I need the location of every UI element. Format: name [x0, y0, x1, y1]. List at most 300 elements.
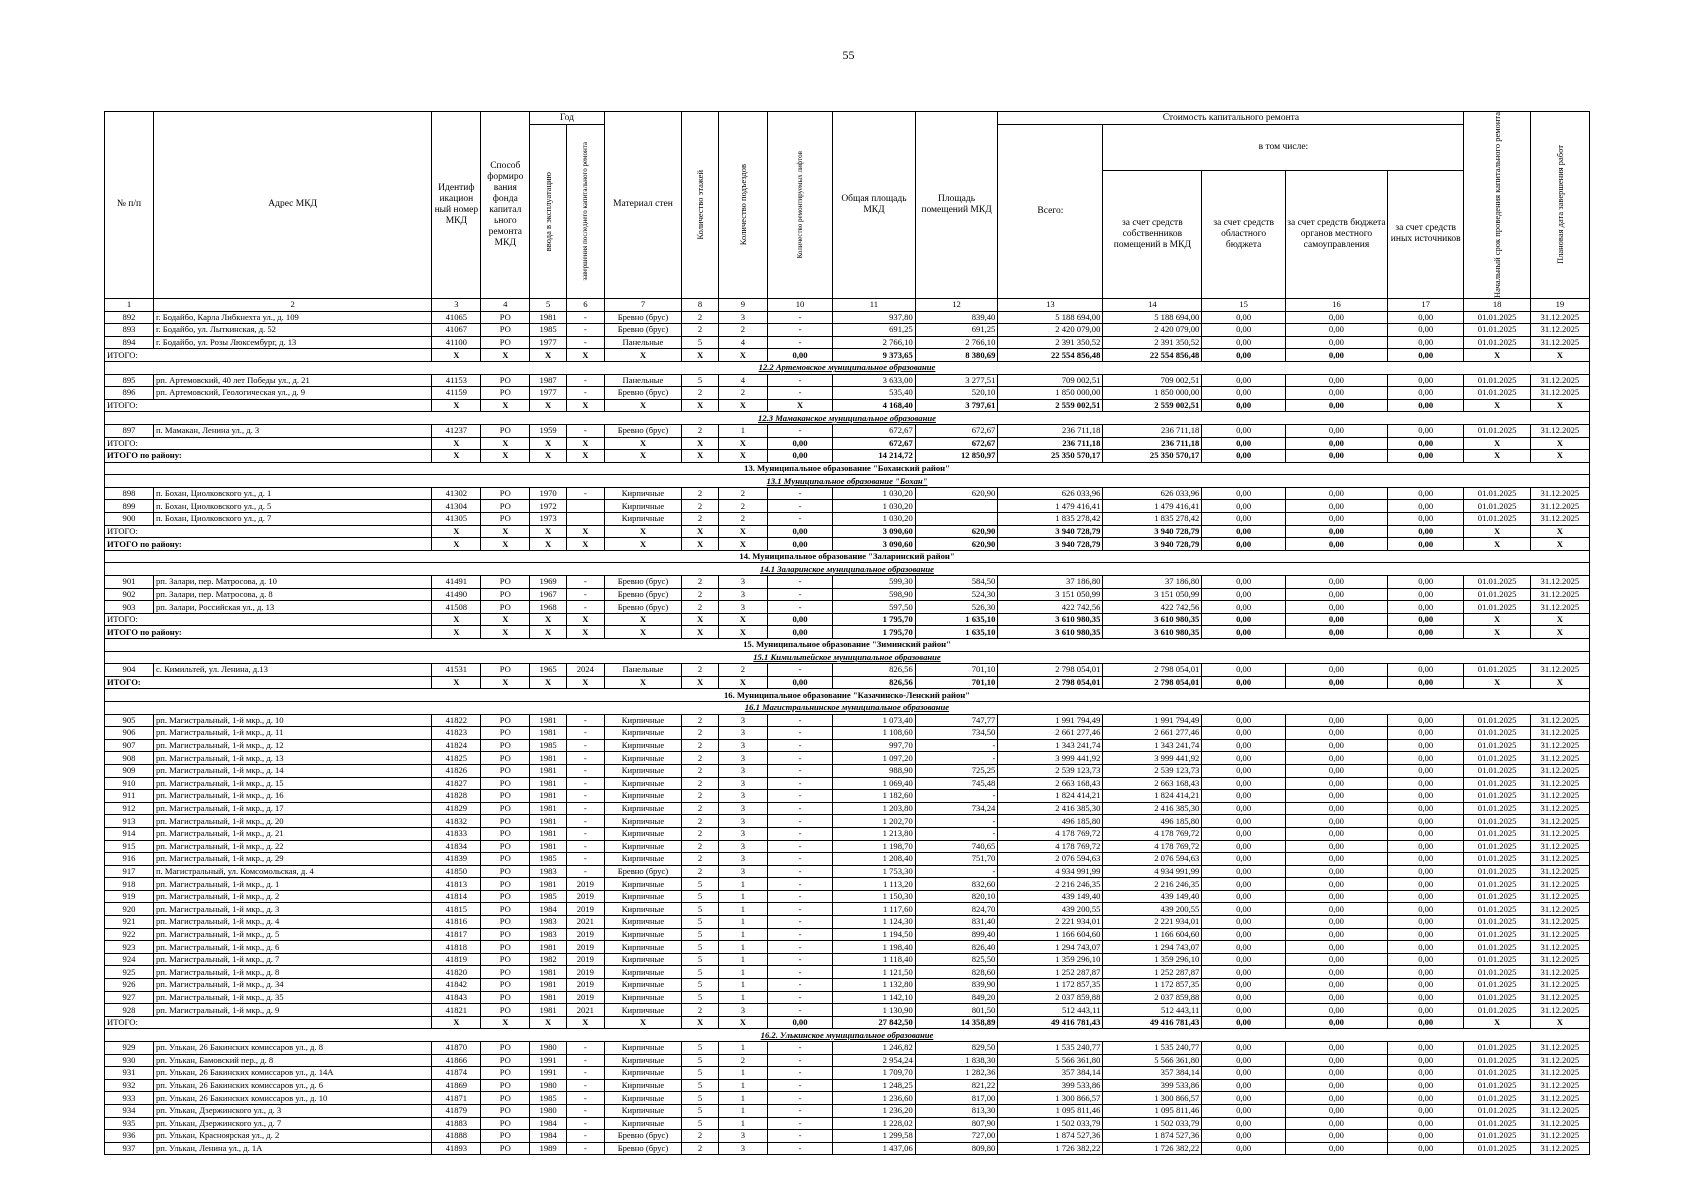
- table-cell: 5: [682, 953, 719, 966]
- table-cell: 1: [718, 1117, 767, 1130]
- table-row: [105, 802, 1590, 815]
- total-cell: X: [1464, 437, 1530, 450]
- table-row: [105, 865, 1590, 878]
- table-cell: 4 934 991,99: [1103, 865, 1202, 878]
- table-cell: 2 798 054,01: [1103, 664, 1202, 677]
- header-incl: в том числе:: [1103, 125, 1464, 171]
- table-cell: 1 709,70: [833, 1067, 916, 1080]
- table-row: [105, 790, 1590, 803]
- table-cell: 901: [105, 576, 154, 589]
- table-cell: 1977: [530, 387, 567, 400]
- header-year-entry-text: ввода в эксплуатацию: [543, 171, 554, 252]
- total-label: ИТОГО:: [105, 437, 432, 450]
- table-cell: РО: [481, 1117, 530, 1130]
- table-cell: РО: [481, 487, 530, 500]
- table-cell: Бревно (брус): [604, 1130, 682, 1143]
- table-cell: 1 073,40: [833, 714, 916, 727]
- table-cell: -: [566, 865, 604, 878]
- table-cell: 1981: [530, 827, 567, 840]
- table-cell: 898: [105, 487, 154, 500]
- table-row: [105, 1130, 1590, 1143]
- table-cell: 0,00: [1202, 802, 1286, 815]
- total-cell: X: [1464, 1016, 1530, 1029]
- table-cell: 01.01.2025: [1464, 1092, 1530, 1105]
- table-cell: 1980: [530, 1042, 567, 1055]
- subsection-header-row: [105, 412, 1590, 425]
- total-cell: 0,00: [1285, 626, 1387, 639]
- table-cell: 0,00: [1202, 827, 1286, 840]
- total-cell: 236 711,18: [1103, 437, 1202, 450]
- table-cell: рп. Улькан, Дзержинского ул., д. 7: [153, 1117, 431, 1130]
- table-cell: 1 535 240,77: [998, 1042, 1103, 1055]
- table-cell: 3: [718, 777, 767, 790]
- table-cell: 1981: [530, 840, 567, 853]
- table-cell: 1 095 811,46: [1103, 1104, 1202, 1117]
- table-cell: 916: [105, 853, 154, 866]
- table-cell: 41490: [432, 588, 481, 601]
- table-row: [105, 727, 1590, 740]
- table-cell: 2 216 246,35: [1103, 878, 1202, 891]
- table-cell: 1 198,40: [833, 941, 916, 954]
- table-cell: 0,00: [1387, 576, 1464, 589]
- table-cell: 1 343 241,74: [998, 739, 1103, 752]
- table-cell: 0,00: [1285, 576, 1387, 589]
- table-cell: Кирпичные: [604, 513, 682, 526]
- table-cell: п. Магистральный, ул. Комсомольская, д. 4: [153, 865, 431, 878]
- section-title: 14. Муниципальное образование "Заларинский район": [105, 550, 1590, 563]
- table-row: [105, 739, 1590, 752]
- table-cell: -: [915, 752, 998, 765]
- table-cell: 0,00: [1202, 500, 1286, 513]
- table-cell: 919: [105, 890, 154, 903]
- table-row: [105, 424, 1590, 437]
- table-cell: 1: [718, 1042, 767, 1055]
- table-cell: 932: [105, 1079, 154, 1092]
- table-cell: -: [767, 1092, 832, 1105]
- table-row: [105, 387, 1590, 400]
- table-cell: Бревно (брус): [604, 576, 682, 589]
- table-cell: 1 117,60: [833, 903, 916, 916]
- table-cell: 921: [105, 916, 154, 929]
- table-cell: -: [566, 727, 604, 740]
- table-cell: 1982: [530, 953, 567, 966]
- section-header-row: [105, 550, 1590, 563]
- table-cell: 41065: [432, 311, 481, 324]
- table-cell: -: [566, 714, 604, 727]
- table-cell: 31.12.2025: [1530, 853, 1589, 866]
- table-cell: 691,25: [833, 324, 916, 337]
- table-cell: -: [767, 979, 832, 992]
- column-number: 8: [682, 298, 719, 311]
- table-cell: 1984: [530, 1117, 567, 1130]
- header-lifts-text: Количество ремонтируемых лифтов: [796, 151, 804, 259]
- total-cell: 25 350 570,17: [998, 450, 1103, 463]
- header-year-group: Год: [530, 112, 604, 125]
- table-cell: 1 142,10: [833, 991, 916, 1004]
- total-cell: 0,00: [1285, 399, 1387, 412]
- table-cell: 1 121,50: [833, 966, 916, 979]
- table-cell: рп. Залари, Российская ул., д. 13: [153, 601, 431, 614]
- table-cell: 0,00: [1202, 336, 1286, 349]
- table-cell: РО: [481, 336, 530, 349]
- table-row: [105, 903, 1590, 916]
- table-cell: 0,00: [1387, 979, 1464, 992]
- table-cell: 31.12.2025: [1530, 1054, 1589, 1067]
- table-row: [105, 991, 1590, 1004]
- table-cell: -: [566, 324, 604, 337]
- total-cell: X: [481, 676, 530, 689]
- table-cell: 0,00: [1387, 387, 1464, 400]
- header-start-text: Начальный срок проведения капитального ремонта: [1492, 112, 1503, 298]
- total-cell: 14 358,89: [915, 1016, 998, 1029]
- table-cell: 31.12.2025: [1530, 576, 1589, 589]
- table-cell: 520,10: [915, 387, 998, 400]
- table-cell: 3: [718, 1004, 767, 1017]
- table-cell: Кирпичные: [604, 1004, 682, 1017]
- total-cell: 0,00: [1202, 349, 1286, 362]
- table-cell: Панельные: [604, 336, 682, 349]
- table-cell: 2: [682, 1130, 719, 1143]
- table-cell: 691,25: [915, 324, 998, 337]
- table-cell: РО: [481, 752, 530, 765]
- table-cell: рп. Магистральный, 1-й мкр., д. 1: [153, 878, 431, 891]
- table-cell: 01.01.2025: [1464, 878, 1530, 891]
- total-cell: X: [1464, 399, 1530, 412]
- table-cell: 2: [682, 764, 719, 777]
- table-cell: 0,00: [1285, 513, 1387, 526]
- header-lifts: [767, 112, 832, 299]
- table-cell: РО: [481, 1042, 530, 1055]
- table-cell: 934: [105, 1104, 154, 1117]
- table-cell: 2 037 859,88: [998, 991, 1103, 1004]
- table-cell: 0,00: [1285, 311, 1387, 324]
- section-title: 13. Муниципальное образование "Боханский район": [105, 462, 1590, 475]
- total-cell: X: [767, 399, 832, 412]
- table-cell: 1: [718, 916, 767, 929]
- table-cell: 1: [718, 1104, 767, 1117]
- table-cell: 01.01.2025: [1464, 576, 1530, 589]
- table-cell: 5 188 694,00: [1103, 311, 1202, 324]
- table-cell: 626 033,96: [1103, 487, 1202, 500]
- table-cell: -: [915, 739, 998, 752]
- table-row: [105, 1142, 1590, 1155]
- table-cell: -: [566, 777, 604, 790]
- table-cell: 1981: [530, 979, 567, 992]
- header-total-area: Общая площадь МКД: [833, 112, 916, 299]
- table-cell: 1 203,80: [833, 802, 916, 815]
- total-cell: 9 373,65: [833, 349, 916, 362]
- table-cell: 809,80: [915, 1142, 998, 1155]
- total-cell: X: [1530, 525, 1589, 538]
- total-cell: X: [432, 349, 481, 362]
- table-cell: рп. Магистральный, 1-й мкр., д. 29: [153, 853, 431, 866]
- table-cell: 920: [105, 903, 154, 916]
- table-cell: 1: [718, 953, 767, 966]
- table-cell: 3: [718, 802, 767, 815]
- table-cell: 1981: [530, 966, 567, 979]
- total-cell: X: [604, 399, 682, 412]
- section-title: 15.1 Кимильтейское муниципальное образование: [105, 651, 1590, 664]
- table-cell: Бревно (брус): [604, 865, 682, 878]
- total-cell: 0,00: [1387, 450, 1464, 463]
- table-cell: 5: [682, 1117, 719, 1130]
- total-cell: X: [432, 626, 481, 639]
- table-cell: 1 166 604,60: [1103, 928, 1202, 941]
- table-cell: 1981: [530, 764, 567, 777]
- table-cell: 926: [105, 979, 154, 992]
- table-cell: 5: [682, 374, 719, 387]
- table-cell: 01.01.2025: [1464, 764, 1530, 777]
- section-header-row: [105, 639, 1590, 652]
- table-cell: 3: [718, 727, 767, 740]
- total-label: ИТОГО:: [105, 1016, 432, 1029]
- table-cell: 1 343 241,74: [1103, 739, 1202, 752]
- table-cell: 913: [105, 815, 154, 828]
- total-cell: 3 940 728,79: [998, 525, 1103, 538]
- table-cell: 911: [105, 790, 154, 803]
- table-row: [105, 324, 1590, 337]
- table-cell: Кирпичные: [604, 815, 682, 828]
- table-cell: 1 172 857,35: [1103, 979, 1202, 992]
- total-cell: X: [1464, 676, 1530, 689]
- table-cell: 2 216 246,35: [998, 878, 1103, 891]
- total-cell: X: [566, 525, 604, 538]
- column-numbers-row: [105, 298, 1590, 311]
- table-cell: 41833: [432, 827, 481, 840]
- table-cell: 41871: [432, 1092, 481, 1105]
- table-cell: РО: [481, 513, 530, 526]
- table-row: [105, 664, 1590, 677]
- table-cell: 2: [682, 840, 719, 853]
- total-cell: X: [604, 613, 682, 626]
- section-title: 12.2 Артемовское муниципальное образование: [105, 361, 1590, 374]
- table-cell: 3: [718, 790, 767, 803]
- table-cell: 745,48: [915, 777, 998, 790]
- table-cell: 1 130,90: [833, 1004, 916, 1017]
- table-cell: -: [767, 311, 832, 324]
- table-cell: 3: [718, 1130, 767, 1143]
- table-cell: 31.12.2025: [1530, 928, 1589, 941]
- table-cell: 399 533,86: [1103, 1079, 1202, 1092]
- table-cell: Кирпичные: [604, 714, 682, 727]
- table-cell: 1 202,70: [833, 815, 916, 828]
- table-cell: 01.01.2025: [1464, 311, 1530, 324]
- table-row: [105, 953, 1590, 966]
- table-cell: -: [767, 601, 832, 614]
- table-cell: 0,00: [1387, 802, 1464, 815]
- table-cell: 31.12.2025: [1530, 878, 1589, 891]
- total-cell: 0,00: [1285, 450, 1387, 463]
- table-cell: 01.01.2025: [1464, 966, 1530, 979]
- table-cell: Кирпичные: [604, 928, 682, 941]
- table-cell: 31.12.2025: [1530, 387, 1589, 400]
- table-cell: 0,00: [1387, 739, 1464, 752]
- table-cell: РО: [481, 903, 530, 916]
- table-cell: -: [767, 387, 832, 400]
- table-cell: -: [566, 802, 604, 815]
- table-cell: 41819: [432, 953, 481, 966]
- table-cell: 1981: [530, 991, 567, 1004]
- table-row: [105, 878, 1590, 891]
- table-cell: -: [566, 588, 604, 601]
- total-cell: 672,67: [915, 437, 998, 450]
- table-cell: 31.12.2025: [1530, 336, 1589, 349]
- table-cell: 01.01.2025: [1464, 827, 1530, 840]
- table-cell: 902: [105, 588, 154, 601]
- header-total: Всего:: [998, 125, 1103, 299]
- table-cell: Кирпичные: [604, 890, 682, 903]
- table-cell: РО: [481, 374, 530, 387]
- table-cell: 2 420 079,00: [998, 324, 1103, 337]
- table-cell: Кирпичные: [604, 878, 682, 891]
- table-cell: 2: [682, 601, 719, 614]
- table-cell: 928: [105, 1004, 154, 1017]
- table-cell: 41304: [432, 500, 481, 513]
- table-cell: РО: [481, 500, 530, 513]
- header-regional: за счет средств областного бюджета: [1202, 170, 1286, 298]
- total-cell: 1 795,70: [833, 626, 916, 639]
- total-cell: 0,00: [1202, 437, 1286, 450]
- table-cell: 01.01.2025: [1464, 601, 1530, 614]
- total-cell: 0,00: [1387, 1016, 1464, 1029]
- header-premises-area: Площадь помещений МКД: [915, 112, 998, 299]
- total-row: [105, 613, 1590, 626]
- table-cell: 31.12.2025: [1530, 840, 1589, 853]
- table-cell: 4: [718, 336, 767, 349]
- table-cell: 1: [718, 903, 767, 916]
- total-cell: X: [718, 349, 767, 362]
- header-method: Способ формиро вания фонда капитал ьного ремонта МКД: [481, 112, 530, 299]
- table-body: [105, 311, 1590, 1155]
- table-cell: -: [767, 840, 832, 853]
- table-cell: 0,00: [1387, 790, 1464, 803]
- table-cell: 903: [105, 601, 154, 614]
- table-cell: 4 934 991,99: [998, 865, 1103, 878]
- table-cell: 0,00: [1285, 815, 1387, 828]
- table-cell: 727,00: [915, 1130, 998, 1143]
- table-cell: рп. Магистральный, 1-й мкр., д. 7: [153, 953, 431, 966]
- table-cell: 41531: [432, 664, 481, 677]
- table-row: [105, 840, 1590, 853]
- table-cell: 922: [105, 928, 154, 941]
- total-cell: 0,00: [767, 349, 832, 362]
- total-cell: X: [682, 1016, 719, 1029]
- table-row: [105, 336, 1590, 349]
- total-cell: 0,00: [1387, 613, 1464, 626]
- table-cell: 1 479 416,41: [1103, 500, 1202, 513]
- table-cell: 01.01.2025: [1464, 1054, 1530, 1067]
- total-cell: 0,00: [1202, 676, 1286, 689]
- table-cell: РО: [481, 664, 530, 677]
- table-cell: 620,90: [915, 487, 998, 500]
- table-cell: РО: [481, 424, 530, 437]
- total-label: ИТОГО:: [105, 349, 432, 362]
- table-cell: рп. Магистральный, 1-й мкр., д. 8: [153, 966, 431, 979]
- table-cell: РО: [481, 324, 530, 337]
- table-cell: 1983: [530, 865, 567, 878]
- table-cell: рп. Улькан, 26 Бакинских комиссаров ул., д. 14А: [153, 1067, 431, 1080]
- table-row: [105, 777, 1590, 790]
- table-cell: 1 252 287,87: [1103, 966, 1202, 979]
- table-cell: 0,00: [1387, 827, 1464, 840]
- table-cell: -: [566, 815, 604, 828]
- table-cell: 0,00: [1285, 1004, 1387, 1017]
- total-cell: X: [718, 613, 767, 626]
- table-cell: 41827: [432, 777, 481, 790]
- section-header-row: [105, 689, 1590, 702]
- table-cell: 0,00: [1387, 878, 1464, 891]
- table-row: [105, 500, 1590, 513]
- table-cell: 01.01.2025: [1464, 1130, 1530, 1143]
- header-end: [1530, 112, 1589, 299]
- table-cell: 31.12.2025: [1530, 890, 1589, 903]
- total-row: [105, 525, 1590, 538]
- subsection-header-row: [105, 361, 1590, 374]
- table-cell: рп. Магистральный, 1-й мкр., д. 22: [153, 840, 431, 853]
- table-cell: рп. Магистральный, 1-й мкр., д. 12: [153, 739, 431, 752]
- table-cell: [915, 513, 998, 526]
- table-cell: 357 384,14: [998, 1067, 1103, 1080]
- table-cell: 512 443,11: [998, 1004, 1103, 1017]
- header-start: [1464, 112, 1530, 299]
- table-cell: 01.01.2025: [1464, 487, 1530, 500]
- table-cell: 31.12.2025: [1530, 1092, 1589, 1105]
- table-cell: 0,00: [1285, 1067, 1387, 1080]
- table-cell: Кирпичные: [604, 966, 682, 979]
- table-cell: 0,00: [1202, 878, 1286, 891]
- table-cell: 0,00: [1387, 500, 1464, 513]
- table-cell: 0,00: [1387, 588, 1464, 601]
- table-cell: рп. Магистральный, 1-й мкр., д. 14: [153, 764, 431, 777]
- table-cell: 598,90: [833, 588, 916, 601]
- table-cell: 0,00: [1202, 487, 1286, 500]
- table-cell: 5: [682, 903, 719, 916]
- table-cell: 5: [682, 1092, 719, 1105]
- table-cell: 5: [682, 941, 719, 954]
- table-cell: 0,00: [1285, 802, 1387, 815]
- total-cell: X: [481, 538, 530, 551]
- table-cell: 5: [682, 336, 719, 349]
- table-cell: рп. Улькан, Бамовский пер., д. 8: [153, 1054, 431, 1067]
- table-cell: 357 384,14: [1103, 1067, 1202, 1080]
- total-cell: X: [432, 437, 481, 450]
- total-cell: 22 554 856,48: [1103, 349, 1202, 362]
- table-cell: 734,24: [915, 802, 998, 815]
- total-cell: X: [432, 399, 481, 412]
- table-cell: 41821: [432, 1004, 481, 1017]
- table-cell: 929: [105, 1042, 154, 1055]
- table-cell: 31.12.2025: [1530, 664, 1589, 677]
- table-cell: Кирпичные: [604, 979, 682, 992]
- table-cell: [566, 500, 604, 513]
- table-cell: -: [566, 1142, 604, 1155]
- table-cell: 917: [105, 865, 154, 878]
- table-row: [105, 311, 1590, 324]
- table-cell: 2 663 168,43: [1103, 777, 1202, 790]
- table-cell: 0,00: [1387, 764, 1464, 777]
- table-cell: 4: [718, 374, 767, 387]
- table-cell: 31.12.2025: [1530, 311, 1589, 324]
- table-cell: -: [767, 890, 832, 903]
- table-cell: 918: [105, 878, 154, 891]
- table-cell: 1 359 296,10: [1103, 953, 1202, 966]
- table-cell: 0,00: [1202, 1067, 1286, 1080]
- table-cell: -: [566, 1104, 604, 1117]
- table-cell: 895: [105, 374, 154, 387]
- table-cell: 0,00: [1285, 1079, 1387, 1092]
- table-cell: 0,00: [1202, 853, 1286, 866]
- table-row: [105, 928, 1590, 941]
